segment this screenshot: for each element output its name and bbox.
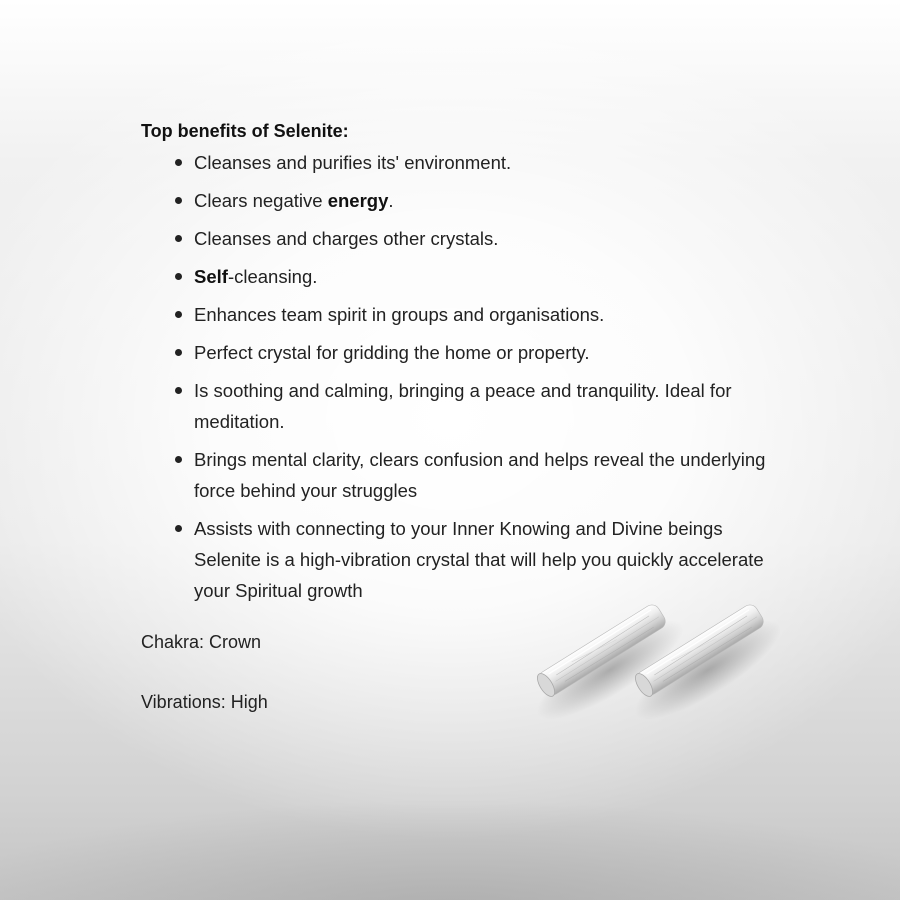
section-heading: Top benefits of Selenite: bbox=[141, 121, 349, 141]
list-item: Clears negative energy. bbox=[141, 185, 781, 216]
bullet-icon bbox=[175, 235, 182, 242]
bullet-icon bbox=[175, 456, 182, 463]
background-shadow bbox=[0, 760, 900, 900]
chakra-label: Chakra: Crown bbox=[141, 632, 262, 652]
list-item: Brings mental clarity, clears confusion and helps reveal the underlying force behind your struggles bbox=[141, 444, 781, 506]
list-item: Assists with connecting to your Inner Knowing and Divine beings Selenite is a high-vibration crystal that will help you quickly accelerate your Spiritual growth bbox=[141, 513, 781, 606]
bullet-icon bbox=[175, 159, 182, 166]
bullet-icon bbox=[175, 349, 182, 356]
bullet-icon bbox=[175, 273, 182, 280]
list-item: Enhances team spirit in groups and organisations. bbox=[141, 299, 781, 330]
bullet-icon bbox=[175, 311, 182, 318]
benefits-list bbox=[141, 147, 781, 606]
list-item: Self-cleansing. bbox=[141, 261, 781, 292]
list-item: Cleanses and purifies its' environment. bbox=[141, 147, 781, 178]
vibrations-label: Vibrations: High bbox=[141, 692, 268, 712]
bullet-icon bbox=[175, 197, 182, 204]
list-item: Perfect crystal for gridding the home or property. bbox=[141, 337, 781, 368]
list-item: Cleanses and charges other crystals. bbox=[141, 223, 781, 254]
selenite-wands-image bbox=[530, 590, 780, 720]
bullet-icon bbox=[175, 525, 182, 532]
list-item: Is soothing and calming, bringing a peace and tranquility. Ideal for meditation. bbox=[141, 375, 781, 437]
bullet-icon bbox=[175, 387, 182, 394]
